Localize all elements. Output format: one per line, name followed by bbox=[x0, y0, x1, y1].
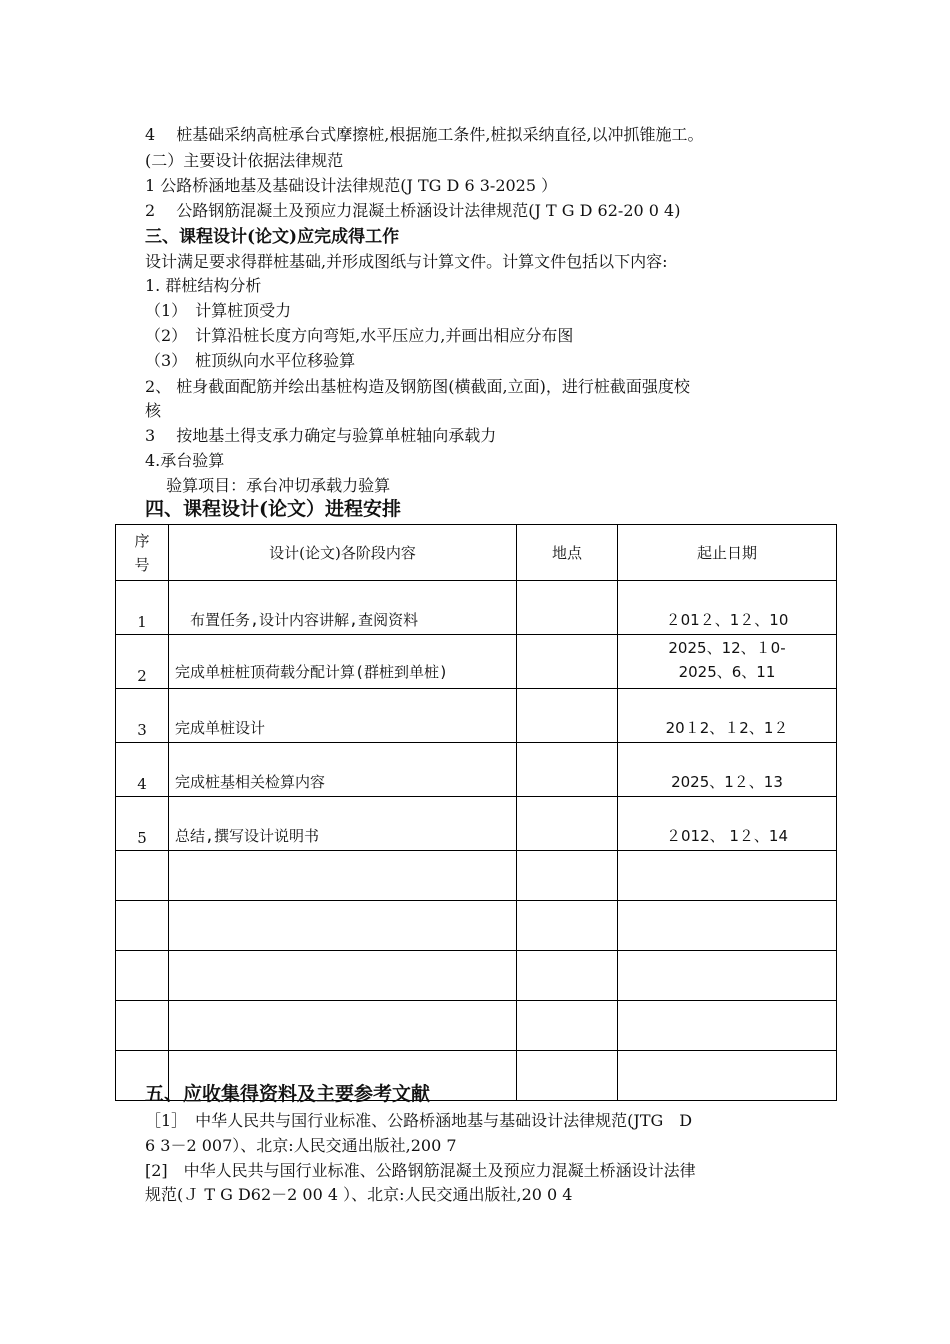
table-row-empty bbox=[116, 1001, 837, 1051]
ref-spec-1: 1 公路桥涵地基及基础设计法律规范(J TG D 6 3-2025 ） bbox=[145, 176, 558, 195]
header-dates: 起止日期 bbox=[618, 525, 837, 581]
row-dates: 2025、12、１0-2025、6、11 bbox=[618, 635, 837, 689]
empty-cell bbox=[116, 851, 169, 901]
row-place bbox=[517, 581, 618, 635]
empty-cell bbox=[169, 851, 517, 901]
row-place bbox=[517, 797, 618, 851]
row-place bbox=[517, 743, 618, 797]
reference-2-line1: [2] 中华人民共与国行业标准、公路钢筋混凝土及预应力混凝土桥涵设计法律 bbox=[145, 1161, 696, 1180]
reference-1-line1: ［1］ 中华人民共与国行业标准、公路桥涵地基与基础设计法律规范(JTG D bbox=[145, 1111, 693, 1130]
empty-cell bbox=[517, 901, 618, 951]
empty-cell bbox=[517, 1051, 618, 1101]
row-place bbox=[517, 689, 618, 743]
row-no: 4 bbox=[116, 743, 169, 797]
item4-line: 4 桩基础采纳高桩承台式摩擦桩,根据施工条件,桩拟采纳直径,以冲抓锥施工。 bbox=[145, 125, 704, 144]
task-1: 1. 群桩结构分析 bbox=[145, 276, 262, 295]
table-row bbox=[116, 635, 837, 689]
reference-1-line2: 6 3－2 007）、北京:人民交通出版社,200 7 bbox=[145, 1136, 457, 1155]
task-4-detail: 验算项目：承台冲切承载力验算 bbox=[145, 476, 391, 495]
sub2-heading: (二）主要设计依据法律规范 bbox=[145, 151, 344, 170]
row-dates: ２01２、1２、10 bbox=[618, 581, 837, 635]
empty-cell bbox=[618, 851, 837, 901]
table-row-empty bbox=[116, 851, 837, 901]
row-dates: 20１2、１2、1２ bbox=[618, 689, 837, 743]
section3-intro: 设计满足要求得群桩基础,并形成图纸与计算文件。计算文件包括以下内容: bbox=[145, 252, 668, 271]
task-2-line1: 2、 桩身截面配筋并绘出基桩构造及钢筋图(横截面,立面)，进行桩截面强度校 bbox=[145, 377, 690, 396]
row-no: 2 bbox=[116, 635, 169, 689]
empty-cell bbox=[116, 901, 169, 951]
ref-spec-2: 2 公路钢筋混凝土及预应力混凝土桥涵设计法律规范(J T G D 62-20 0 4) bbox=[145, 201, 681, 220]
table-row bbox=[116, 581, 837, 635]
empty-cell bbox=[517, 851, 618, 901]
task-4: 4.承台验算 bbox=[145, 451, 225, 470]
row-content: 完成单桩桩顶荷载分配计算(群桩到单桩) bbox=[169, 635, 517, 689]
row-content: 完成桩基相关检算内容 bbox=[169, 743, 517, 797]
row-no: 5 bbox=[116, 797, 169, 851]
table-row-empty bbox=[116, 901, 837, 951]
empty-cell bbox=[618, 1001, 837, 1051]
empty-cell bbox=[116, 1001, 169, 1051]
row-no: 3 bbox=[116, 689, 169, 743]
empty-cell bbox=[517, 1001, 618, 1051]
table-row-empty bbox=[116, 951, 837, 1001]
row-content: 布置任务,设计内容讲解,查阅资料 bbox=[169, 581, 517, 635]
row-dates: ２012、 1２、14 bbox=[618, 797, 837, 851]
reference-2-line2: 规范(Ｊ T G D62－2 00 4 ）、北京:人民交通出版社,20 0 4 bbox=[145, 1185, 573, 1204]
section4-heading: 四、课程设计(论文）进程安排 bbox=[145, 498, 401, 520]
header-content: 设计(论文)各阶段内容 bbox=[169, 525, 517, 581]
table-header-row bbox=[116, 525, 837, 581]
empty-cell bbox=[169, 1001, 517, 1051]
section5-heading: 五、应收集得资料及主要参考文献 bbox=[145, 1083, 431, 1105]
section3-heading: 三、课程设计(论文)应完成得工作 bbox=[145, 227, 400, 247]
task-1-1: （1） 计算桩顶受力 bbox=[145, 301, 292, 320]
row-dates: 2025、1２、13 bbox=[618, 743, 837, 797]
empty-cell bbox=[618, 901, 837, 951]
row-content: 完成单桩设计 bbox=[169, 689, 517, 743]
table-row bbox=[116, 743, 837, 797]
task-2-line2: 核 bbox=[145, 401, 162, 420]
header-no: 序号 bbox=[116, 525, 169, 581]
empty-cell bbox=[618, 951, 837, 1001]
task-3: 3 按地基土得支承力确定与验算单桩轴向承载力 bbox=[145, 426, 497, 445]
task-1-2: （2） 计算沿桩长度方向弯矩,水平压应力,并画出相应分布图 bbox=[145, 326, 574, 345]
header-place: 地点 bbox=[517, 525, 618, 581]
table-row bbox=[116, 797, 837, 851]
schedule-table bbox=[115, 524, 837, 1101]
task-1-3: （3） 桩顶纵向水平位移验算 bbox=[145, 351, 356, 370]
empty-cell bbox=[517, 951, 618, 1001]
empty-cell bbox=[618, 1051, 837, 1101]
empty-cell bbox=[116, 951, 169, 1001]
row-content: 总结,撰写设计说明书 bbox=[169, 797, 517, 851]
row-no: 1 bbox=[116, 581, 169, 635]
row-place bbox=[517, 635, 618, 689]
table-row bbox=[116, 689, 837, 743]
empty-cell bbox=[169, 951, 517, 1001]
empty-cell bbox=[169, 901, 517, 951]
